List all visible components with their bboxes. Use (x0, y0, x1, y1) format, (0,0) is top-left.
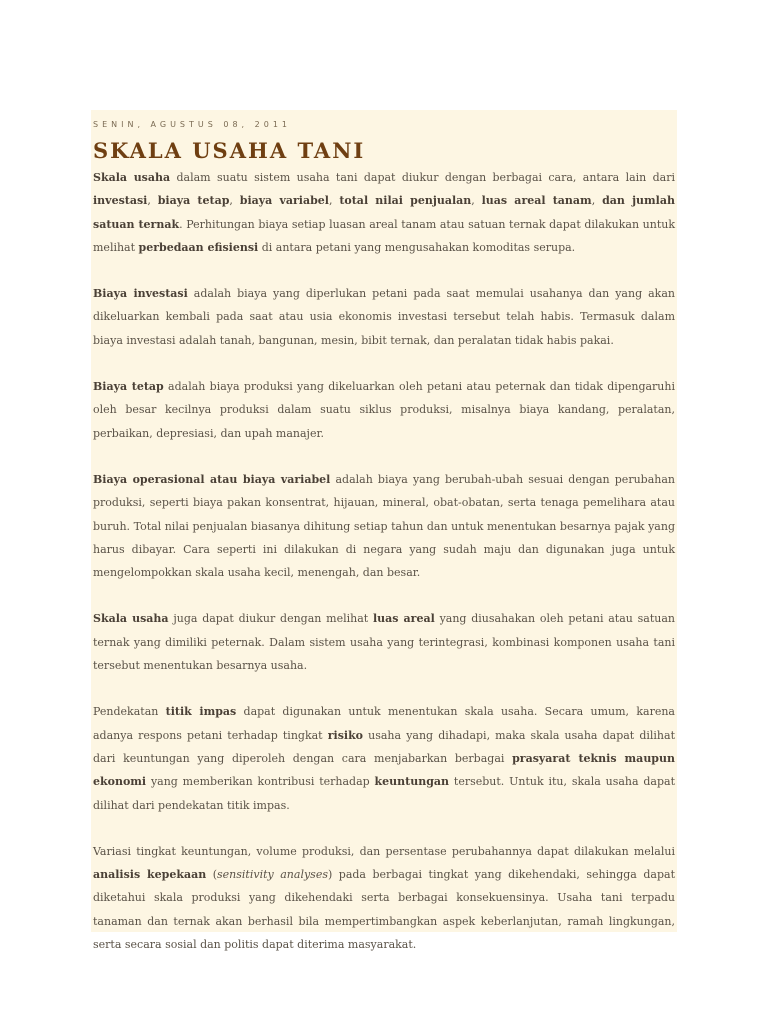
italic-term: sensitivity analyses (217, 868, 328, 882)
text-run: ( (206, 868, 218, 882)
text-run: juga dapat diukur dengan melihat (168, 612, 373, 626)
bold-term: perbedaan efisiensi (138, 240, 259, 254)
text-run: , (471, 194, 482, 208)
text-run: tersebut. Untuk itu, skala usaha dapat dilihat dari pendekatan titik impas. (93, 775, 676, 812)
text-run: dapat digunakan untuk menentukan skala usaha. Secara umum, karena adanya respons petani terhadap tingkat (93, 705, 675, 742)
text-run: , (328, 194, 340, 208)
text-run: , (591, 194, 603, 208)
paragraph-biaya-tetap (93, 375, 675, 445)
text-run: usaha yang dihadapi, maka skala usaha dapat dilihat dari keuntungan yang diperoleh dengan cara menjabarkan berbagai (93, 728, 675, 765)
text-run: . Perhitungan biaya setiap luasan areal tanam atau satuan ternak dapat dilakukan untuk melihat (93, 217, 675, 254)
text-run: di antara petani yang mengusahakan komoditas serupa. (258, 240, 576, 254)
bold-term: Skala usaha (93, 612, 169, 626)
paragraph-luas-areal (93, 607, 675, 677)
paragraph-skala-usaha (93, 166, 675, 259)
bold-term: analisis kepekaan (93, 868, 207, 882)
bold-term: Skala usaha (93, 171, 171, 184)
text-run: , (147, 194, 158, 208)
text-run: ) pada berbagai tingkat yang dikehendaki, sehingga dapat diketahui skala produksi yang dikehendaki serta berbagai konsekuensinya. Usaha tani terpadu tanaman dan ternak akan berhasil bila mempertimbangkan aspek keberlanjutan, ramah lingkungan, serta secara sosial dan politis dapat diterima masyarakat. (93, 868, 675, 952)
bold-term: Biaya investasi (93, 287, 188, 301)
text-run: yang memberikan kontribusi terhadap (146, 775, 375, 789)
text-run: adalah biaya yang diperlukan petani pada saat memulai usahanya dan yang akan dikeluarkan kembali pada saat atau usia ekonomis investasi tersebut telah habis. Termasuk dalam biaya investasi adalah tanah, bangunan, mesin, bibit ternak, dan peralatan tidak habis pakai. (93, 287, 675, 347)
bold-term: prasyarat teknis maupun ekonomi (93, 751, 675, 789)
text-run: yang diusahakan oleh petani atau satuan ternak yang dimiliki peternak. Dalam sistem usaha yang terintegrasi, kombinasi komponen usaha tani tersebut menentukan besarnya usaha. (93, 612, 675, 673)
text-run: adalah biaya produksi yang dikeluarkan oleh petani atau peternak dan tidak dipengaruhi oleh besar kecilnya produksi dalam suatu siklus produksi, misalnya biaya kandang, peralatan, perbaikan, depresiasi, dan upah manajer. (93, 380, 675, 440)
paragraph-titik-impas (93, 700, 675, 816)
bold-term: dan jumlah satuan ternak (93, 194, 675, 231)
bold-term: total nilai penjualan (339, 194, 472, 208)
bold-term: Biaya operasional atau biaya variabel (93, 472, 331, 486)
bold-term: Biaya tetap (93, 380, 164, 394)
bold-term: biaya tetap (157, 194, 230, 208)
text-run: , (229, 194, 240, 208)
bold-term: risiko (327, 728, 364, 742)
text-run: dalam suatu sistem usaha tani dapat diukur dengan berbagai cara, antara lain dari (170, 171, 675, 184)
blog-post (91, 110, 677, 952)
bold-term: biaya variabel (239, 194, 329, 208)
text-run: adalah biaya yang berubah-ubah sesuai dengan perubahan produksi, seperti biaya pakan konsentrat, hijauan, mineral, obat-obatan, serta tenaga pemelihara atau buruh. Total nilai penjualan biasanya dihitung setiap tahun dan untuk menentukan besarnya pajak yang harus dibayar. Cara seperti ini dilakukan di negara yang sudah maju dan digunakan juga untuk mengelompokkan skala usaha kecil, menengah, dan besar. (93, 472, 675, 580)
post-title: SKALA USAHA TANI (93, 138, 366, 163)
paragraph-biaya-variabel (93, 468, 675, 584)
bold-term: titik impas (165, 705, 237, 719)
bold-term: luas areal (372, 612, 435, 626)
text-run: Pendekatan (93, 705, 166, 719)
paragraph-analisis-kepekaan (93, 840, 675, 956)
bold-term: keuntungan (374, 775, 450, 789)
bold-term: luas areal tanam (481, 194, 592, 208)
paragraph-biaya-investasi (93, 282, 675, 352)
bold-term: investasi (93, 194, 148, 208)
post-date: SENIN, AGUSTUS 08, 2011 (93, 120, 291, 129)
text-run: Variasi tingkat keuntungan, volume produksi, dan persentase perubahannya dapat dilakukan melalui (93, 844, 675, 858)
post-body (93, 166, 675, 956)
